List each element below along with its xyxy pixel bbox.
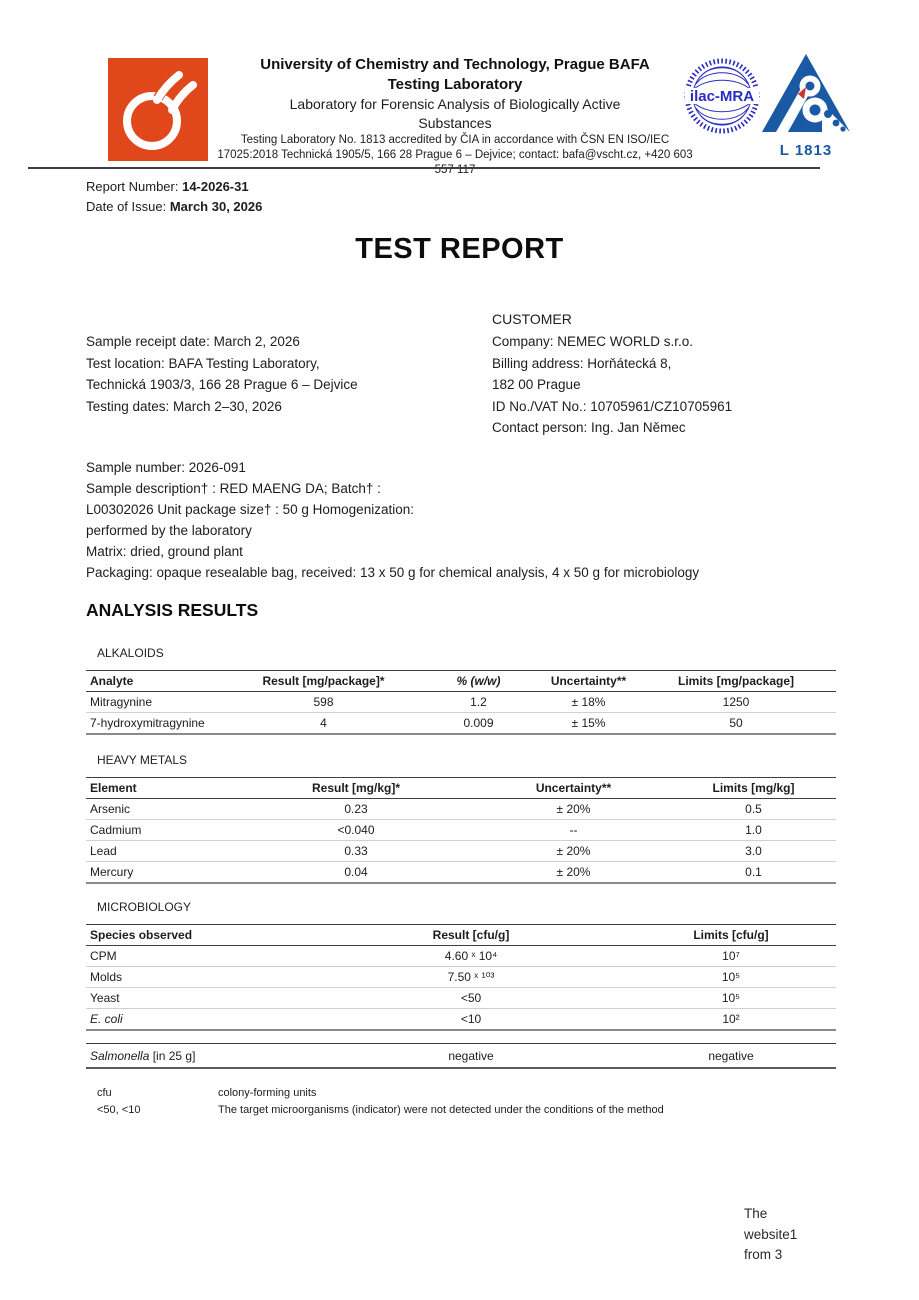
table-cell: 50 bbox=[636, 713, 836, 735]
footnote-row bbox=[97, 1085, 797, 1102]
heavy-metals-table bbox=[86, 777, 836, 884]
table-row bbox=[86, 1009, 836, 1031]
cia-accreditation-number: L 1813 bbox=[779, 142, 833, 159]
microbiology-section-label: MICROBIOLOGY bbox=[97, 900, 192, 914]
customer-line: Billing address: Horňátecká 8, bbox=[492, 355, 672, 371]
table-row bbox=[86, 946, 836, 967]
table-cell: 10² bbox=[626, 1009, 836, 1031]
table-cell: Cadmium bbox=[86, 820, 236, 841]
accreditation-line: Testing Laboratory No. 1813 accredited by ČIA in accordance with ČSN EN ISO/IEC bbox=[240, 134, 670, 146]
table-row bbox=[86, 967, 836, 988]
table-cell: negative bbox=[448, 1048, 494, 1063]
uct-prague-logo-icon bbox=[108, 58, 208, 161]
customer-line: Contact person: Ing. Jan Němec bbox=[492, 420, 686, 435]
report-number-label: Report Number: bbox=[86, 179, 183, 194]
table-cell: E. coli bbox=[86, 1009, 316, 1031]
microbiology-table bbox=[86, 924, 836, 1031]
table-cell: Molds bbox=[86, 967, 316, 988]
column-header: Uncertainty** bbox=[541, 671, 636, 692]
sample-line: performed by the laboratory bbox=[86, 523, 252, 538]
table-cell: 7-hydroxymitragynine bbox=[86, 713, 231, 735]
footer-line: website1 bbox=[744, 1226, 798, 1242]
cia-accreditation-mark bbox=[760, 52, 852, 159]
table-cell: 1.0 bbox=[671, 820, 836, 841]
footnotes bbox=[97, 1085, 797, 1119]
table-cell: 0.1 bbox=[671, 862, 836, 884]
heavy-metals-section-label: HEAVY METALS bbox=[97, 753, 188, 767]
page-title: TEST REPORT bbox=[355, 233, 564, 265]
table-cell: Arsenic bbox=[90, 802, 131, 816]
info-line: Test location: BAFA Testing Laboratory, bbox=[86, 355, 320, 371]
accreditation-line: 557 117 bbox=[434, 164, 476, 176]
customer-line: ID No./VAT No.: 10705961/CZ10705961 bbox=[492, 398, 733, 414]
column-header: Limits [mg/kg] bbox=[671, 778, 836, 799]
sample-receipt-info bbox=[86, 331, 358, 417]
footnote-term: cfu bbox=[97, 1087, 112, 1099]
table-row bbox=[86, 841, 836, 862]
species-name: Salmonella bbox=[90, 1048, 150, 1063]
table-cell: ± 15% bbox=[541, 713, 636, 735]
column-header: Species observed bbox=[86, 925, 316, 946]
column-header: % (w/w) bbox=[416, 671, 541, 692]
footer-line: The bbox=[744, 1206, 768, 1221]
table-cell: 10⁵ bbox=[626, 967, 836, 988]
org-name-line: Testing Laboratory bbox=[387, 76, 523, 93]
table-cell: ± 18% bbox=[571, 695, 606, 709]
table-cell: 0.5 bbox=[745, 802, 762, 816]
table-header-row bbox=[86, 778, 836, 799]
table-row bbox=[86, 1044, 836, 1069]
table-cell: 0.04 bbox=[236, 862, 476, 884]
table-cell: 10⁷ bbox=[722, 949, 740, 963]
column-header: Result [cfu/g] bbox=[316, 925, 626, 946]
info-line: Testing dates: March 2–30, 2026 bbox=[86, 398, 282, 414]
table-cell: CPM bbox=[90, 949, 117, 963]
column-header: Element bbox=[86, 778, 236, 799]
table-cell: -- bbox=[476, 820, 671, 841]
date-of-issue-value: March 30, 2026 bbox=[169, 198, 263, 214]
table-cell bbox=[86, 1044, 316, 1069]
column-header: Analyte bbox=[86, 671, 231, 692]
cia-triangle-logo-icon bbox=[760, 52, 852, 136]
table-header-row bbox=[86, 671, 836, 692]
table-cell: 0.23 bbox=[344, 802, 368, 816]
sample-line: Packaging: opaque resealable bag, received: 13 x 50 g for chemical analysis, 4 x 50 g for microbiology bbox=[86, 565, 700, 580]
column-header: Result [mg/kg]* bbox=[236, 778, 476, 799]
table-row bbox=[86, 862, 836, 884]
table-cell: 4.60 ˣ 10⁴ bbox=[444, 949, 498, 963]
report-number-value: 14-2026-31 bbox=[182, 179, 249, 194]
table-cell: 598 bbox=[313, 695, 334, 709]
ilac-mra-logo-icon bbox=[684, 57, 760, 135]
table-cell: 1250 bbox=[722, 695, 750, 709]
report-number-line bbox=[86, 177, 262, 197]
page-footer bbox=[744, 1204, 797, 1266]
salmonella-table bbox=[86, 1043, 836, 1069]
table-row bbox=[86, 988, 836, 1009]
species-suffix: [in 25 g] bbox=[149, 1048, 196, 1063]
table-header-row bbox=[86, 925, 836, 946]
report-meta bbox=[86, 177, 262, 216]
footnote-definition: The target microorganisms (indicator) were not detected under the conditions of the method bbox=[218, 1104, 664, 1116]
info-line: Technická 1903/3, 166 28 Prague 6 – Dejvice bbox=[86, 377, 358, 392]
column-header: Limits [mg/package] bbox=[636, 671, 836, 692]
date-of-issue-line bbox=[86, 197, 262, 217]
sample-description-block bbox=[86, 457, 846, 583]
footer-line: from 3 bbox=[744, 1247, 783, 1262]
org-name-line: University of Chemistry and Technology, Prague BAFA bbox=[260, 56, 650, 73]
column-header: Result [mg/package]* bbox=[231, 671, 416, 692]
table-row bbox=[86, 713, 836, 735]
table-cell: <10 bbox=[316, 1009, 626, 1031]
customer-line: Company: NEMEC WORLD s.r.o. bbox=[492, 334, 694, 349]
header-divider bbox=[28, 167, 820, 169]
table-cell: 3.0 bbox=[671, 841, 836, 862]
column-header: Uncertainty** bbox=[476, 778, 671, 799]
table-cell: <0.040 bbox=[236, 820, 476, 841]
table-cell: 0.33 bbox=[236, 841, 476, 862]
sample-line: L00302026 Unit package size† : 50 g Homogenization: bbox=[86, 502, 414, 517]
table-cell: ± 20% bbox=[476, 862, 671, 884]
table-cell: 7.50 ˣ ¹⁰³ bbox=[316, 967, 626, 988]
customer-info bbox=[492, 331, 732, 439]
table-cell: 1.2 bbox=[470, 695, 487, 709]
alkaloids-section-label: ALKALOIDS bbox=[97, 646, 164, 660]
analysis-results-heading: ANALYSIS RESULTS bbox=[86, 600, 259, 620]
table-cell: 4 bbox=[231, 713, 416, 735]
sample-line: Sample number: 2026-091 bbox=[86, 460, 246, 475]
footnote-definition: colony-forming units bbox=[218, 1087, 317, 1099]
table-cell: Yeast bbox=[86, 988, 316, 1009]
lab-name-line: Substances bbox=[418, 115, 492, 131]
footnote-row bbox=[97, 1102, 797, 1119]
table-cell: Mitragynine bbox=[90, 695, 153, 709]
table-cell: ± 20% bbox=[556, 802, 591, 816]
sample-line: Sample description† : RED MAENG DA; Batch† : bbox=[86, 481, 381, 496]
ilac-mra-label: ilac-MRA bbox=[689, 88, 755, 105]
table-cell: 0.009 bbox=[416, 713, 541, 735]
table-cell: 10⁵ bbox=[626, 988, 836, 1009]
customer-line: 182 00 Prague bbox=[492, 377, 581, 392]
table-row bbox=[86, 820, 836, 841]
sample-line: Matrix: dried, ground plant bbox=[86, 544, 243, 559]
table-cell: Mercury bbox=[86, 862, 236, 884]
column-header: Limits [cfu/g] bbox=[626, 925, 836, 946]
table-row bbox=[86, 692, 836, 713]
customer-heading: CUSTOMER bbox=[492, 311, 572, 327]
footnote-term: <50, <10 bbox=[97, 1104, 141, 1116]
table-cell: negative bbox=[708, 1048, 754, 1063]
table-cell: <50 bbox=[316, 988, 626, 1009]
table-cell: Lead bbox=[86, 841, 236, 862]
table-row bbox=[86, 799, 836, 820]
info-line: Sample receipt date: March 2, 2026 bbox=[86, 334, 300, 349]
accreditation-line: 17025:2018 Technická 1905/5, 166 28 Prague 6 – Dejvice; contact: bafa@vscht.cz, +420 603 bbox=[217, 149, 693, 161]
letterhead bbox=[215, 55, 695, 178]
date-of-issue-label: Date of Issue: bbox=[86, 198, 170, 214]
lab-name-line: Laboratory for Forensic Analysis of Biologically Active bbox=[289, 96, 621, 112]
table-cell: ± 20% bbox=[476, 841, 671, 862]
alkaloids-table bbox=[86, 670, 836, 735]
